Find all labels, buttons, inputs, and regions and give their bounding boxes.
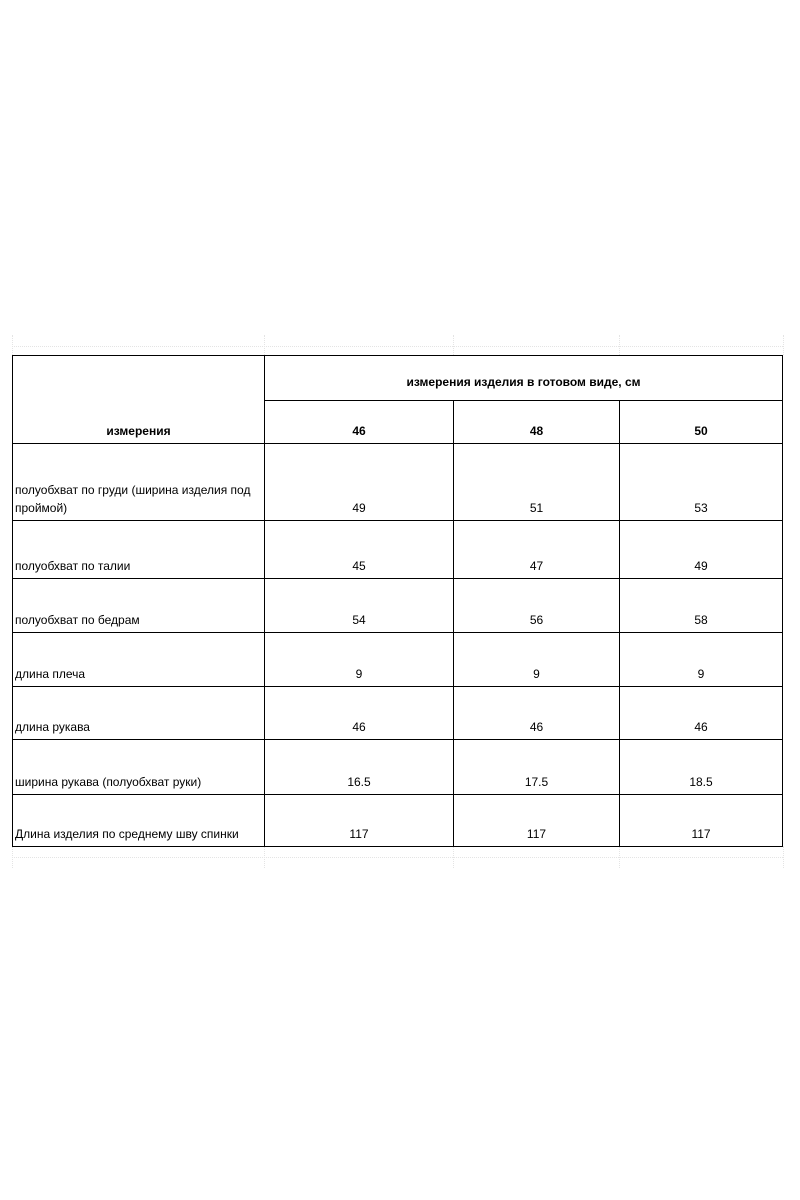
table-header-row xyxy=(13,356,783,401)
row-value: 117 xyxy=(265,795,454,847)
group-header-cell xyxy=(265,356,783,401)
size-table xyxy=(12,355,783,847)
grid-trace xyxy=(783,335,784,355)
row-value: 16.5 xyxy=(265,740,454,795)
row-value: 58 xyxy=(620,579,783,633)
size-header-46: 46 xyxy=(265,401,454,444)
row-value: 54 xyxy=(265,579,454,633)
size-header-48: 48 xyxy=(454,401,620,444)
grid-trace xyxy=(453,335,454,355)
table-row xyxy=(13,795,783,847)
grid-trace xyxy=(12,335,13,355)
row-value: 46 xyxy=(620,687,783,740)
row-value: 49 xyxy=(620,521,783,579)
row-value: 9 xyxy=(620,633,783,687)
grid-trace xyxy=(783,846,784,868)
table-row xyxy=(13,633,783,687)
row-value: 53 xyxy=(620,444,783,521)
row-value: 46 xyxy=(265,687,454,740)
row-label: полуобхват по груди (ширина изделия под проймой) xyxy=(13,444,265,521)
grid-trace xyxy=(264,335,265,355)
table-row xyxy=(13,444,783,521)
row-label: длина рукава xyxy=(13,687,265,740)
row-value: 17.5 xyxy=(454,740,620,795)
row-value: 9 xyxy=(454,633,620,687)
row-value: 117 xyxy=(454,795,620,847)
row-value: 49 xyxy=(265,444,454,521)
row-label: полуобхват по талии xyxy=(13,521,265,579)
group-header: измерения изделия в готовом виде, см xyxy=(406,374,641,389)
row-value: 47 xyxy=(454,521,620,579)
row-label: длина плеча xyxy=(13,633,265,687)
measure-header-cell xyxy=(13,356,265,444)
row-label: ширина рукава (полуобхват руки) xyxy=(13,740,265,795)
table-row xyxy=(13,579,783,633)
grid-trace xyxy=(12,857,783,858)
row-label: полуобхват по бедрам xyxy=(13,579,265,633)
row-value: 51 xyxy=(454,444,620,521)
row-value: 117 xyxy=(620,795,783,847)
table-row xyxy=(13,687,783,740)
grid-trace xyxy=(619,335,620,355)
grid-trace xyxy=(12,346,783,347)
size-header-50: 50 xyxy=(620,401,783,444)
table-row xyxy=(13,740,783,795)
measure-header: измерения xyxy=(106,424,171,438)
row-label: Длина изделия по среднему шву спинки xyxy=(13,795,265,847)
row-value: 18.5 xyxy=(620,740,783,795)
row-value: 45 xyxy=(265,521,454,579)
table-row xyxy=(13,521,783,579)
row-value: 9 xyxy=(265,633,454,687)
row-value: 46 xyxy=(454,687,620,740)
row-value: 56 xyxy=(454,579,620,633)
